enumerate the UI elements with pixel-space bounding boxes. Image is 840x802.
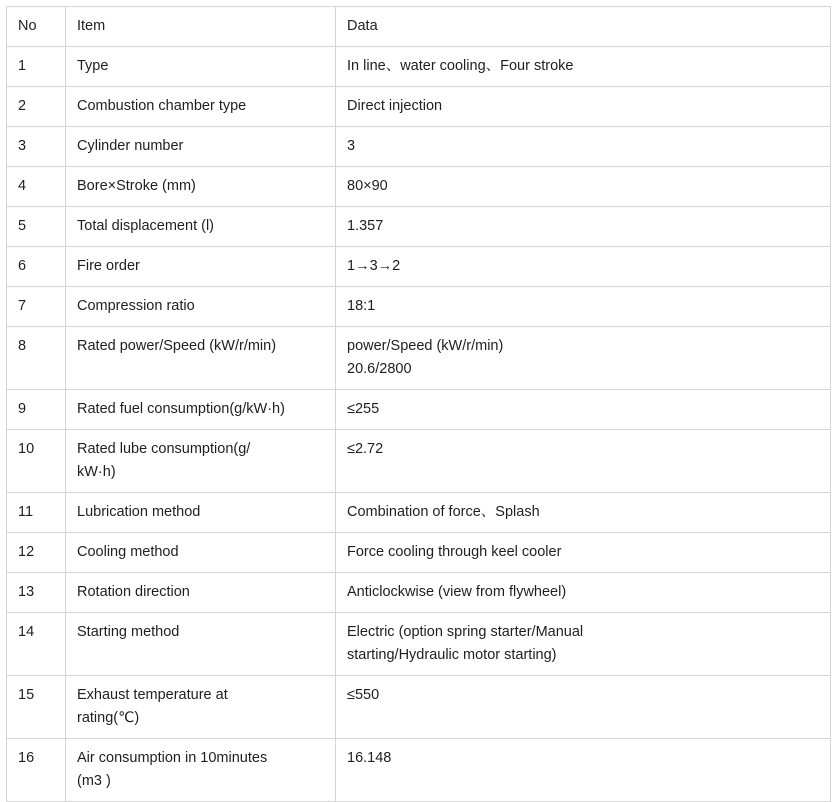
row-no: 8 (7, 327, 66, 390)
table-row (7, 739, 831, 802)
table-row (7, 127, 831, 167)
row-item: Fire order (66, 247, 336, 287)
row-data: Direct injection (336, 87, 831, 127)
row-no: 11 (7, 493, 66, 533)
table-row (7, 207, 831, 247)
engine-spec-table (6, 6, 831, 802)
table-row (7, 247, 831, 287)
row-no: 9 (7, 390, 66, 430)
row-item-line: rating(℃) (77, 710, 140, 726)
row-no: 3 (7, 127, 66, 167)
row-data (336, 613, 831, 676)
row-no: 16 (7, 739, 66, 802)
row-no: 7 (7, 287, 66, 327)
row-item-line: Exhaust temperature at (77, 687, 228, 703)
row-item: Type (66, 47, 336, 87)
header-item: Item (66, 7, 336, 47)
row-item: Starting method (66, 613, 336, 676)
row-no: 5 (7, 207, 66, 247)
row-item (66, 739, 336, 802)
row-item: Cylinder number (66, 127, 336, 167)
row-no: 6 (7, 247, 66, 287)
table-row (7, 327, 831, 390)
table-row (7, 87, 831, 127)
row-item: Cooling method (66, 533, 336, 573)
row-no: 13 (7, 573, 66, 613)
row-item: Lubrication method (66, 493, 336, 533)
table-row (7, 573, 831, 613)
row-item: Bore×Stroke (mm) (66, 167, 336, 207)
row-no: 2 (7, 87, 66, 127)
row-no: 10 (7, 430, 66, 493)
row-data-line: Electric (option spring starter/Manual (347, 624, 584, 640)
row-data: 16.148 (336, 739, 831, 802)
row-item: Total displacement (l) (66, 207, 336, 247)
row-no: 15 (7, 676, 66, 739)
row-no: 1 (7, 47, 66, 87)
table-row (7, 390, 831, 430)
row-data: ≤550 (336, 676, 831, 739)
row-item: Rated power/Speed (kW/r/min) (66, 327, 336, 390)
row-item-line: Air consumption in 10minutes (77, 750, 268, 766)
table-row (7, 493, 831, 533)
row-data: 80×90 (336, 167, 831, 207)
header-no: No (7, 7, 66, 47)
row-item-line: kW·h) (77, 464, 116, 480)
row-no: 12 (7, 533, 66, 573)
row-data: Combination of force、Splash (336, 493, 831, 533)
row-data: ≤2.72 (336, 430, 831, 493)
table-row (7, 533, 831, 573)
row-data: 1.357 (336, 207, 831, 247)
row-data-line: power/Speed (kW/r/min) (347, 338, 504, 354)
row-data-line: starting/Hydraulic motor starting) (347, 647, 557, 663)
table-row (7, 613, 831, 676)
row-data: Anticlockwise (view from flywheel) (336, 573, 831, 613)
row-data: 3 (336, 127, 831, 167)
row-item-line: (m3 ) (77, 773, 111, 789)
row-no: 14 (7, 613, 66, 676)
row-data-line: 20.6/2800 (347, 361, 412, 377)
row-item (66, 676, 336, 739)
table-row (7, 167, 831, 207)
header-data: Data (336, 7, 831, 47)
row-item: Rotation direction (66, 573, 336, 613)
row-item-line: Rated lube consumption(g/ (77, 441, 251, 457)
row-data: In line、water cooling、Four stroke (336, 47, 831, 87)
row-item: Compression ratio (66, 287, 336, 327)
row-item: Combustion chamber type (66, 87, 336, 127)
table-row (7, 287, 831, 327)
row-item (66, 430, 336, 493)
row-data: Force cooling through keel cooler (336, 533, 831, 573)
row-data: ≤255 (336, 390, 831, 430)
row-data: 1→3→2 (336, 247, 831, 287)
table-header-row (7, 7, 831, 47)
table-row (7, 47, 831, 87)
table-row (7, 676, 831, 739)
row-item: Rated fuel consumption(g/kW·h) (66, 390, 336, 430)
table-row (7, 430, 831, 493)
row-data: 18:1 (336, 287, 831, 327)
row-data (336, 327, 831, 390)
row-no: 4 (7, 167, 66, 207)
